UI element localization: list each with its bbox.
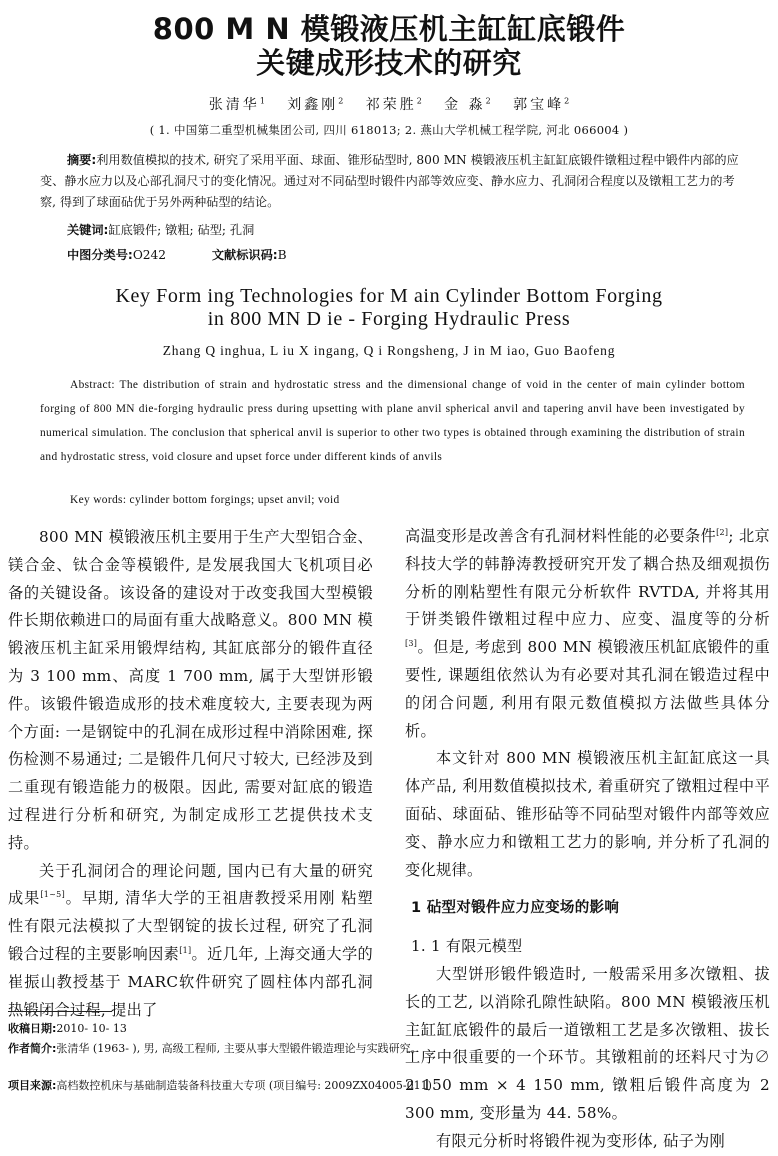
english-keywords-text: cylinder bottom forgings; upset anvil; void [129,494,340,506]
abstract-cn-label: 摘要: [67,153,97,167]
citation: [2] [716,527,729,537]
citation: [1] [179,945,192,955]
keywords-cn [67,220,767,241]
body-paragraph: 关于孔洞闭合的理论问题, 国内已有大量的研究成果[1~5]。早期, 清华大学的王祖唐教授采用刚 粘塑性有限元法模拟了大型钢锭的拔长过程, 研究了孔洞锻合过程的主要影响因素[1]。近几年, 上海交通大学的崔振山教授基于 MARC软件研究了圆柱体内部孔洞热锻闭合过程, 提出了 [8,861,373,1019]
english-abstract-label: Abstract: [70,379,115,391]
body-right-column [405,523,770,1156]
english-authors: Zhang Q inghua, L iu X ingang, Q i Rongsheng, J in M iao, Guo Baofeng [162,343,616,358]
clc-label: 中图分类号: [67,248,133,262]
body-paragraph: 有限元分析时将锻件视为变形体, 砧子为刚 [436,1131,726,1150]
classification [67,245,767,266]
affiliation: ( 1. 中国第二重型机械集团公司, 四川 618013; 2. 燕山大学机械工程学院, 河北 066004 ) [149,123,629,137]
footnote-received: 收稿日期:2010- 10- 13 [8,1022,127,1035]
author: 郭宝峰$^2$ [513,96,570,113]
footnote-rule [8,1011,112,1012]
author-list [0,94,778,114]
english-abstract-text: The distribution of strain and hydrostatic stress and the dimensional change of void in the center of main cylinder bottom forging of 800 MN die-forging hydraulic press during upsetting with plane anvil spherical anvil and tapering anvil have been investigated by numerical simulation. The conclusion that spherical anvil is superior to other two types is obtained through examining the distribution of strain and hydrostatic stress, void closure and upset force under different kinds of anvils [40,379,745,463]
footnote-funding: 项目来源:高档数控机床与基础制造装备科技重大专项 (项目编号: 2009ZX04005-011) [8,1079,432,1092]
body-paragraph: 800 MN 模锻液压机主要用于生产大型铝合金、镁合金、钛合金等模锻件, 是发展我国大飞机项目必备的关键设备。该设备的建设对于改变我国大型模锻件长期依赖进口的局面有重大战略意义。800 MN 模锻液压机主缸采用锻焊结构, 其缸底部分的锻件直径为 3 100 mm、高度 1 700 mm, 属于大型饼形锻件。该锻件锻造成形的技术难度较大, 主要表现为两个方面: 一是钢锭中的孔洞在成形过程中消除困难, 探伤检测不易通过; 二是锻件几何尺寸较大, 已经涉及到二重现有锻造能力的极限。因此, 需要对缸底的锻造过程进行分析和研究, 为制定成形工艺提供技术支持。 [8,528,373,852]
subsection-heading: 1. 1 有限元模型 [411,937,523,956]
body-left-column [8,524,373,1024]
citation: [1~5] [40,890,65,900]
english-title-line-1: Key Form ing Technologies for M ain Cylinder Bottom Forging [115,285,663,307]
body-paragraph: 高温变形是改善含有孔洞材料性能的必要条件[2]; 北京科技大学的韩静涛教授研究开发了耦合热及细观损伤分析的刚粘塑性有限元分析软件 RVTDA, 并将其用于饼类锻件镦粗过程中应力、应变、温度等的分析[3]。但是, 考虑到 800 MN 模锻液压机缸底锻件的重要性, 课题组依然认为有必要对其孔洞在锻造过程中的闭合问题, 利用有限元数值模拟方法做些具体分析。 [405,527,770,740]
body-paragraph: 大型饼形锻件锻造时, 一般需采用多次镦粗、拔长的工艺, 以消除孔隙性缺陷。800 MN 模锻液压机主缸缸底锻件的最后一道镦粗工艺是多次镦粗、拔长工序中很重要的一个环节。其镦粗前的坯料尺寸为∅ 2 150 mm × 4 150 mm, 镦粗后锻件高度为 2 300 mm, 变形量为 44. 58%。 [405,964,770,1122]
paper-title-line-1: 800 M N 模锻液压机主缸缸底锻件 [152,12,626,46]
keywords-cn-text: 缸底锻件; 镦粗; 砧型; 孔洞 [108,223,255,237]
author: 祁荣胜$^2$ [365,96,422,113]
author: 刘鑫刚$^2$ [287,96,344,113]
abstract-cn-text: 利用数值模拟的技术, 研究了采用平面、球面、锥形砧型时, 800 MN 模锻液压机主缸缸底锻件镦粗过程中锻件内部的应变、静水应力以及心部孔洞尺寸的变化情况。通过对不同砧型时锻件内部等效应变、静水应力、孔洞闭合程度以及镦粗工艺力的考察, 得到了球面砧优于另外两种砧型的结论。 [40,153,739,209]
keywords-cn-label: 关键词: [67,223,109,237]
english-abstract [40,373,745,469]
doc-code-value: B [277,248,287,262]
english-keywords [70,494,340,506]
author: 金 淼$^2$ [444,96,491,113]
section-heading: 1 砧型对锻件应力应变场的影响 [411,900,620,917]
abstract-cn [40,150,740,213]
english-keywords-label: Key words: [70,494,127,506]
citation: [3] [405,639,418,649]
paper-title-line-2: 关键成形技术的研究 [256,46,522,80]
body-paragraph: 本文针对 800 MN 模锻液压机主缸缸底这一具体产品, 利用数值模拟技术, 着重研究了镦粗过程中平面砧、球面砧、锥形砧等不同砧型对锻件内部等效应变、静水应力和镦粗工艺力的影响, 并分析了孔洞的变化规律。 [405,749,770,879]
clc-value: O242 [132,248,167,262]
footnote-author-bio: 作者简介:张清华 (1963- ), 男, 高级工程师, 主要从事大型锻件锻造理论与实践研究。 [8,1042,422,1055]
doc-code-label: 文献标识码: [211,248,278,262]
english-title-line-2: in 800 MN D ie - Forging Hydraulic Press [207,308,571,330]
author: 张清华$^1$ [208,96,265,113]
